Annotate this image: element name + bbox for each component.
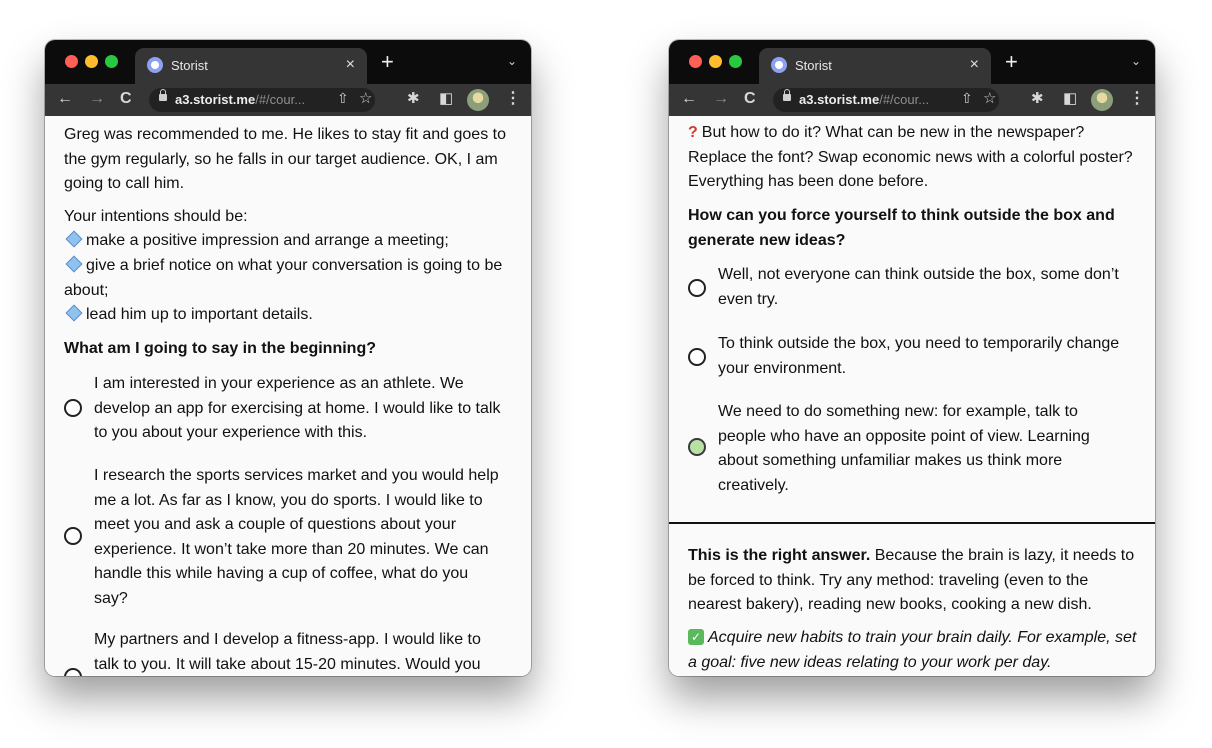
browser-window-right <box>669 40 1155 676</box>
zoom-window-button[interactable] <box>729 55 742 68</box>
list-item: lead him up to important details. <box>64 303 514 328</box>
side-panel-icon[interactable]: ◧ <box>439 90 454 107</box>
back-button[interactable]: ← <box>57 90 73 107</box>
radio-button[interactable] <box>688 279 706 297</box>
share-icon[interactable]: ⇧ <box>337 90 349 106</box>
share-icon[interactable]: ⇧ <box>961 90 973 106</box>
minimize-window-button[interactable] <box>709 55 722 68</box>
profile-avatar[interactable] <box>1091 89 1113 111</box>
radio-button[interactable] <box>64 527 82 545</box>
option-text: I research the sports services market and you would help me a lot. As far as I know, you do sports. I would like to meet you and ask a couple of questions about your experience. It won’t take more than 20 minutes. We can handle this while having a cup of coffee, what do you say? <box>94 467 499 607</box>
browser-toolbar <box>45 84 531 116</box>
intro-paragraph: ? But how to do it? What can be new in the newspaper? Replace the font? Swap economic news with a colorful poster? Everything has been done before. <box>688 124 1133 190</box>
lock-icon <box>783 94 791 101</box>
back-button[interactable]: ← <box>681 90 697 107</box>
address-bar[interactable] <box>149 88 375 112</box>
tab-title: Storist <box>795 58 832 73</box>
diamond-icon <box>66 256 83 273</box>
browser-window-left <box>45 40 531 676</box>
intro-paragraph: Greg was recommended to me. He likes to stay fit and goes to the gym regularly, so he falls in our target audience. OK, I am going to call him. <box>64 126 506 192</box>
question-heading: How can you force yourself to think outside the box and generate new ideas? <box>688 207 1115 249</box>
option-text: To think outside the box, you need to temporarily change your environment. <box>718 335 1120 377</box>
url-text: a3.storist.me/#/cour... <box>175 92 306 107</box>
storist-favicon-icon <box>771 57 787 73</box>
tip-paragraph: ✓ Acquire new habits to train your brain daily. For example, set a goal: five new ideas relating to your work per day. <box>688 629 1137 671</box>
browser-menu-icon[interactable]: ⋮ <box>505 90 521 107</box>
zoom-window-button[interactable] <box>105 55 118 68</box>
new-tab-button[interactable]: + <box>1005 49 1018 74</box>
lesson-content <box>669 116 1155 676</box>
tab-close-button[interactable]: × <box>345 56 355 73</box>
option-text: I am interested in your experience as an athlete. We develop an app for exercising at home. I would like to talk to you about your experience with this. <box>94 375 501 441</box>
diamond-icon <box>66 231 83 248</box>
check-icon: ✓ <box>688 629 704 645</box>
extensions-icon[interactable]: ✱ <box>1031 90 1044 107</box>
forward-button[interactable]: → <box>713 90 729 107</box>
tab-title: Storist <box>171 58 208 73</box>
question-mark-icon: ? <box>688 124 698 141</box>
storist-favicon-icon <box>147 57 163 73</box>
extensions-icon[interactable]: ✱ <box>407 90 420 107</box>
url-text: a3.storist.me/#/cour... <box>799 92 930 107</box>
option-text: Well, not everyone can think outside the box, some don’t even try. <box>718 266 1119 308</box>
lock-icon <box>159 94 167 101</box>
radio-button-selected[interactable] <box>688 438 706 456</box>
divider <box>669 522 1155 524</box>
question-heading: What am I going to say in the beginning? <box>64 340 376 357</box>
tab-bar <box>669 40 1155 84</box>
lesson-content <box>45 116 531 676</box>
diamond-icon <box>66 305 83 322</box>
option-text: My partners and I develop a fitness-app. I would like to talk to you. It will take about 15-20 minutes. Would you <box>94 631 481 673</box>
radio-button[interactable] <box>64 668 82 676</box>
list-item: give a brief notice on what your conversation is going to be about; <box>64 257 503 299</box>
profile-avatar[interactable] <box>467 89 489 111</box>
tab-search-icon[interactable]: ⌄ <box>506 54 517 68</box>
tab-storist[interactable] <box>135 48 367 84</box>
tab-close-button[interactable]: × <box>969 56 979 73</box>
intentions-heading: Your intentions should be: <box>64 208 248 225</box>
bookmark-star-icon[interactable]: ☆ <box>359 90 373 107</box>
new-tab-button[interactable]: + <box>381 49 394 74</box>
reload-button[interactable]: C <box>744 90 756 107</box>
list-item: make a positive impression and arrange a meeting; <box>64 229 514 254</box>
close-window-button[interactable] <box>689 55 702 68</box>
forward-button[interactable]: → <box>89 90 105 107</box>
radio-button[interactable] <box>64 399 82 417</box>
option-text: We need to do something new: for example, talk to people who have an opposite point of view. Learning about something unfamiliar makes us think more creatively. <box>718 403 1090 494</box>
tab-bar <box>45 40 531 84</box>
bookmark-star-icon[interactable]: ☆ <box>983 90 997 107</box>
browser-menu-icon[interactable]: ⋮ <box>1129 90 1145 107</box>
reload-button[interactable]: C <box>120 90 132 107</box>
side-panel-icon[interactable]: ◧ <box>1063 90 1078 107</box>
tab-storist[interactable] <box>759 48 991 84</box>
tab-search-icon[interactable]: ⌄ <box>1130 54 1141 68</box>
answer-feedback: This is the right answer. Because the brain is lazy, it needs to be forced to think. Try any method: traveling (even to the nearest bakery), reading new books, cooking a new dish. <box>688 547 1135 613</box>
minimize-window-button[interactable] <box>85 55 98 68</box>
browser-toolbar <box>669 84 1155 116</box>
close-window-button[interactable] <box>65 55 78 68</box>
radio-button[interactable] <box>688 348 706 366</box>
address-bar[interactable] <box>773 88 999 112</box>
